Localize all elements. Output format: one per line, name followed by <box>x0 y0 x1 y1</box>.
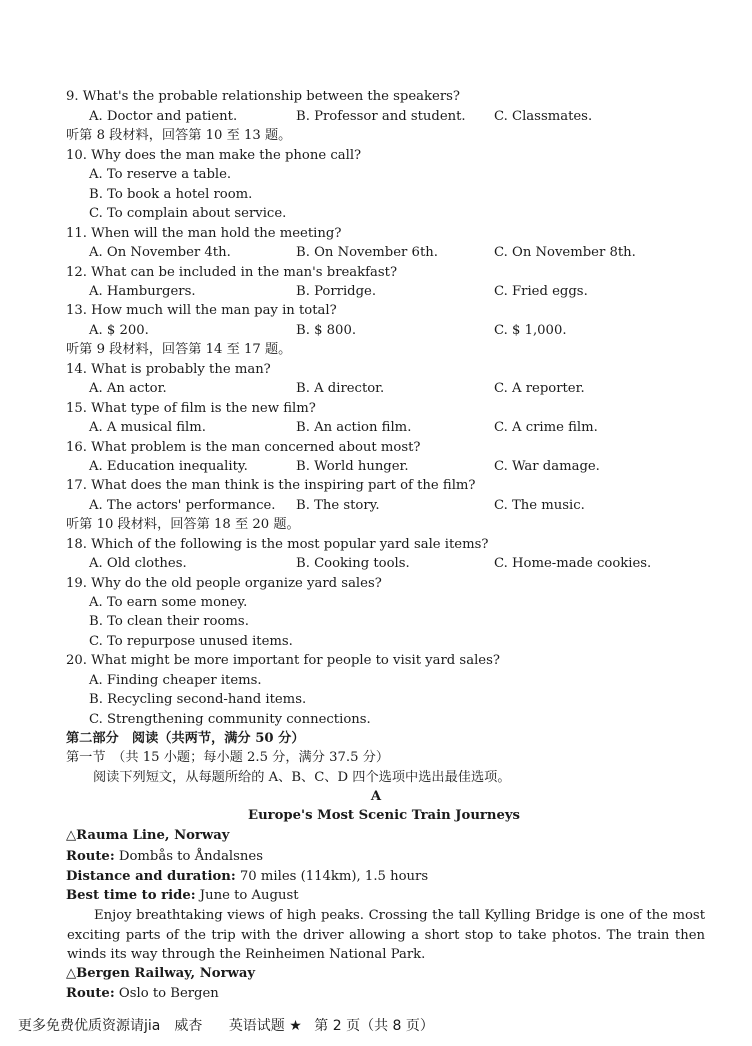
question-stem: 19. Why do the old people organize yard sales? <box>66 576 382 591</box>
option-b: B. $ 800. <box>296 323 357 338</box>
section-instruction: 听第 8 段材料，回答第 10 至 13 题。 <box>66 128 292 143</box>
option-c: C. $ 1,000. <box>494 323 567 338</box>
option-c: C. The music. <box>494 498 585 513</box>
route-value: Oslo to Bergen <box>114 986 219 1001</box>
question-stem: 13. How much will the man pay in total? <box>66 303 337 318</box>
best-time-value: June to August <box>195 888 299 903</box>
distance-value: 70 miles (114km), 1.5 hours <box>235 869 429 884</box>
option-b: B. An action film. <box>296 420 412 435</box>
question-stem: 9. What's the probable relationship between the speakers? <box>66 89 460 104</box>
route-row <box>66 848 263 865</box>
option-b: B. The story. <box>296 498 380 513</box>
option-b: B. To clean their rooms. <box>89 614 249 629</box>
section-instruction: 听第 10 段材料，回答第 18 至 20 题。 <box>66 517 300 532</box>
best-time-label: Best time to ride: <box>66 888 196 903</box>
passage-paragraph: Enjoy breathtaking views of high peaks. Crossing the tall Kylling Bridge is one of the most exciting parts of the trip with the driver allowing a short stop to take photos. The train then winds its way through the Reinheimen National Park. <box>67 908 705 962</box>
question-stem: 17. What does the man think is the inspiring part of the film? <box>66 478 476 493</box>
option-c: C. A reporter. <box>494 381 585 396</box>
option-a: A. On November 4th. <box>89 245 231 260</box>
footer-watermark: 更多免费优质资源请jia 威杏 <box>18 1018 203 1034</box>
question-stem: 14. What is probably the man? <box>66 362 271 377</box>
option-a: A. An actor. <box>89 381 167 396</box>
reading-instruction: 阅读下列短文，从每题所给的 A、B、C、D 四个选项中选出最佳选项。 <box>93 770 511 785</box>
part-heading: 第二部分 阅读（共两节，满分 50 分） <box>66 731 305 746</box>
option-b: B. Professor and student. <box>296 109 466 124</box>
option-b: B. Porridge. <box>296 284 377 299</box>
option-c: C. Home-made cookies. <box>494 556 652 571</box>
option-c: C. On November 8th. <box>494 245 636 260</box>
option-b: B. World hunger. <box>296 459 409 474</box>
best-time-row <box>66 887 299 904</box>
option-c: C. To repurpose unused items. <box>89 634 293 649</box>
option-a: A. $ 200. <box>89 323 149 338</box>
train-heading: △Rauma Line, Norway <box>66 828 230 843</box>
distance-label: Distance and duration: <box>66 869 236 884</box>
page-footer <box>18 1015 434 1035</box>
option-a: A. The actors' performance. <box>89 498 276 513</box>
footer-subject: 英语试题 ★ <box>228 1018 302 1034</box>
route-label: Route: <box>66 986 115 1001</box>
option-b: B. A director. <box>296 381 385 396</box>
option-b: B. Cooking tools. <box>296 556 410 571</box>
question-stem: 20. What might be more important for people to visit yard sales? <box>66 653 500 668</box>
route-label: Route: <box>66 849 115 864</box>
question-stem: 11. When will the man hold the meeting? <box>66 226 342 241</box>
option-a: A. Education inequality. <box>89 459 248 474</box>
option-b: B. To book a hotel room. <box>89 187 253 202</box>
footer-page-number: 第 2 页（共 8 页） <box>314 1018 434 1034</box>
option-a: A. Hamburgers. <box>89 284 196 299</box>
option-a: A. A musical film. <box>89 420 206 435</box>
option-b: B. Recycling second-hand items. <box>89 692 307 707</box>
route-row <box>66 985 219 1002</box>
option-a: A. To reserve a table. <box>89 167 232 182</box>
question-stem: 12. What can be included in the man's breakfast? <box>66 265 398 280</box>
option-a: A. Doctor and patient. <box>89 109 238 124</box>
train-heading: △Bergen Railway, Norway <box>66 966 256 981</box>
option-c: C. Strengthening community connections. <box>89 712 371 727</box>
question-stem: 16. What problem is the man concerned about most? <box>66 440 421 455</box>
option-b: B. On November 6th. <box>296 245 438 260</box>
option-a: A. To earn some money. <box>89 595 248 610</box>
section-heading: 第一节 （共 15 小题；每小题 2.5 分，满分 37.5 分） <box>66 750 390 765</box>
section-instruction: 听第 9 段材料，回答第 14 至 17 题。 <box>66 342 292 357</box>
route-value: Dombås to Åndalsnes <box>114 849 263 864</box>
passage-letter: A <box>370 789 382 804</box>
option-c: C. A crime film. <box>494 420 598 435</box>
option-a: A. Finding cheaper items. <box>89 673 262 688</box>
question-stem: 10. Why does the man make the phone call? <box>66 148 362 163</box>
question-stem: 15. What type of film is the new film? <box>66 401 316 416</box>
question-stem: 18. Which of the following is the most popular yard sale items? <box>66 537 489 552</box>
option-c: C. Fried eggs. <box>494 284 588 299</box>
option-c: C. To complain about service. <box>89 206 287 221</box>
option-c: C. Classmates. <box>494 109 593 124</box>
option-a: A. Old clothes. <box>89 556 187 571</box>
option-c: C. War damage. <box>494 459 600 474</box>
passage-title: Europe's Most Scenic Train Journeys <box>248 808 520 823</box>
distance-row <box>66 868 428 885</box>
